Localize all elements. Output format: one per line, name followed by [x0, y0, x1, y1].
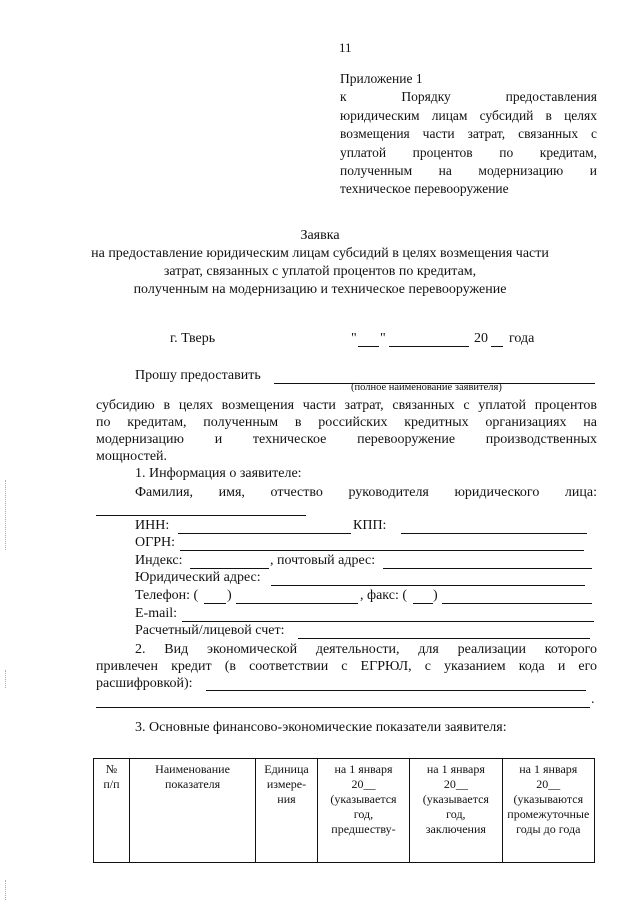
header-text: (указывается — [330, 792, 397, 806]
appendix-line: Приложение 1 — [340, 71, 423, 86]
paragraph-line: мощностей. — [96, 449, 168, 464]
appendix-line: полученным на модернизацию и — [340, 163, 597, 179]
fax-number-field[interactable] — [442, 603, 592, 604]
date-month-field[interactable] — [389, 346, 469, 347]
date-day-field[interactable] — [358, 346, 379, 347]
paragraph-line: расшифровкой): — [96, 676, 193, 691]
header-text: п/п — [103, 777, 120, 791]
header-text: год, — [353, 807, 374, 821]
phone-code-field[interactable] — [204, 603, 226, 604]
table-header-row — [94, 759, 595, 863]
paragraph-line: модернизацию и техническое перевооружение производственных — [96, 432, 597, 447]
document-subtitle-line: на предоставление юридическим лицам субсидий в целях возмещения части — [91, 246, 549, 261]
header-text: 20__ — [351, 777, 376, 791]
appendix-block — [340, 70, 597, 199]
date-open-quote: " — [351, 331, 357, 346]
section2-end: . — [591, 692, 595, 707]
header-text: на 1 января — [519, 762, 578, 776]
header-text: годы до года — [516, 822, 581, 836]
header-text: 20__ — [443, 777, 468, 791]
section3-heading: 3. Основные финансово-экономические показатели заявителя: — [135, 720, 507, 735]
account-field[interactable] — [298, 638, 590, 639]
index-field[interactable] — [190, 568, 269, 569]
phone-label: Телефон: ( — [135, 588, 199, 603]
appendix-line: уплатой процентов по кредитам, — [340, 144, 597, 160]
header-text: год, — [446, 807, 466, 821]
header-text: № — [105, 762, 118, 776]
postal-address-field[interactable] — [383, 568, 592, 569]
index-label: Индекс: — [135, 553, 183, 568]
table-header-cell — [256, 759, 318, 863]
header-text: ния — [277, 792, 296, 806]
phone-close: ) — [227, 588, 232, 603]
header-text: 20__ — [536, 777, 561, 791]
document-subtitle-line: полученным на модернизацию и техническое перевооружение — [133, 282, 507, 297]
head-name-label: Фамилия, имя, отчество руководителя юридического лица: — [135, 485, 597, 500]
scan-margin-mark — [5, 670, 6, 688]
document-title: Заявка — [300, 228, 340, 243]
section2-paragraph — [96, 641, 597, 692]
financial-indicators-table — [93, 758, 595, 863]
legal-address-field[interactable] — [271, 585, 585, 586]
table-header-cell — [129, 759, 255, 863]
appendix-line: техническое перевооружение — [340, 181, 509, 197]
header-text: заключения — [425, 822, 486, 836]
header-text: Единица — [264, 762, 309, 776]
applicant-name-note: (полное наименование заявителя) — [351, 382, 502, 393]
city-label: г. Тверь — [170, 331, 216, 346]
paragraph-line: привлечен кредит (в соответствии с ЕГРЮЛ, с указанием кода и его — [96, 659, 597, 674]
fax-label: , факс: ( — [360, 588, 408, 603]
scan-margin-mark — [5, 480, 6, 550]
date-year-field[interactable] — [491, 346, 503, 347]
header-text: Наименование — [155, 762, 230, 776]
table-header-cell — [410, 759, 502, 863]
fax-close: ) — [433, 588, 438, 603]
document-subtitle-line: затрат, связанных с уплатой процентов по кредитам, — [163, 264, 477, 279]
email-field[interactable] — [182, 621, 594, 622]
page-number: 11 — [339, 40, 352, 55]
kpp-label: КПП: — [353, 518, 387, 533]
inn-label: ИНН: — [135, 518, 170, 533]
header-text: показателя — [164, 777, 221, 791]
header-text: промежуточные — [507, 807, 590, 821]
appendix-line: к Порядку предоставления — [340, 89, 597, 105]
head-name-field[interactable] — [96, 515, 306, 516]
request-label: Прошу предоставить — [135, 368, 261, 383]
header-text: на 1 января — [334, 762, 393, 776]
scan-margin-mark — [5, 880, 6, 900]
fax-code-field[interactable] — [413, 603, 433, 604]
date-year-prefix: 20 — [474, 331, 488, 346]
postal-address-label: , почтовый адрес: — [270, 553, 376, 568]
request-paragraph — [96, 397, 597, 465]
table-header-cell — [94, 759, 130, 863]
appendix-line: возмещения части затрат, связанных с — [340, 126, 597, 142]
email-label: E-mail: — [135, 606, 177, 621]
date-close-quote: " — [380, 331, 386, 346]
legal-address-label: Юридический адрес: — [135, 570, 261, 585]
ogrn-field[interactable] — [180, 550, 584, 551]
paragraph-line: 2. Вид экономической деятельности, для реализации которого — [135, 642, 597, 657]
ogrn-label: ОГРН: — [135, 535, 175, 550]
account-label: Расчетный/лицевой счет: — [135, 623, 285, 638]
header-text: (указываются — [513, 792, 584, 806]
header-text: (указывается — [422, 792, 489, 806]
table-header-cell — [317, 759, 409, 863]
header-text: на 1 января — [426, 762, 485, 776]
activity-field-line2[interactable] — [96, 707, 590, 708]
date-year-suffix: года — [509, 331, 535, 346]
kpp-field[interactable] — [401, 533, 587, 534]
activity-field-line1[interactable] — [206, 690, 586, 691]
header-text: предшеству- — [331, 822, 396, 836]
paragraph-line: по кредитам, полученным в российских кредитных организациях на — [96, 415, 597, 430]
section1-heading: 1. Информация о заявителе: — [135, 466, 302, 481]
table-header-cell — [502, 759, 594, 863]
inn-field[interactable] — [178, 533, 351, 534]
header-text: измере- — [266, 777, 307, 791]
phone-number-field[interactable] — [236, 603, 358, 604]
appendix-line: юридическим лицам субсидий в целях — [340, 107, 597, 123]
paragraph-line: субсидию в целях возмещения части затрат, связанных с уплатой процентов — [96, 398, 597, 413]
